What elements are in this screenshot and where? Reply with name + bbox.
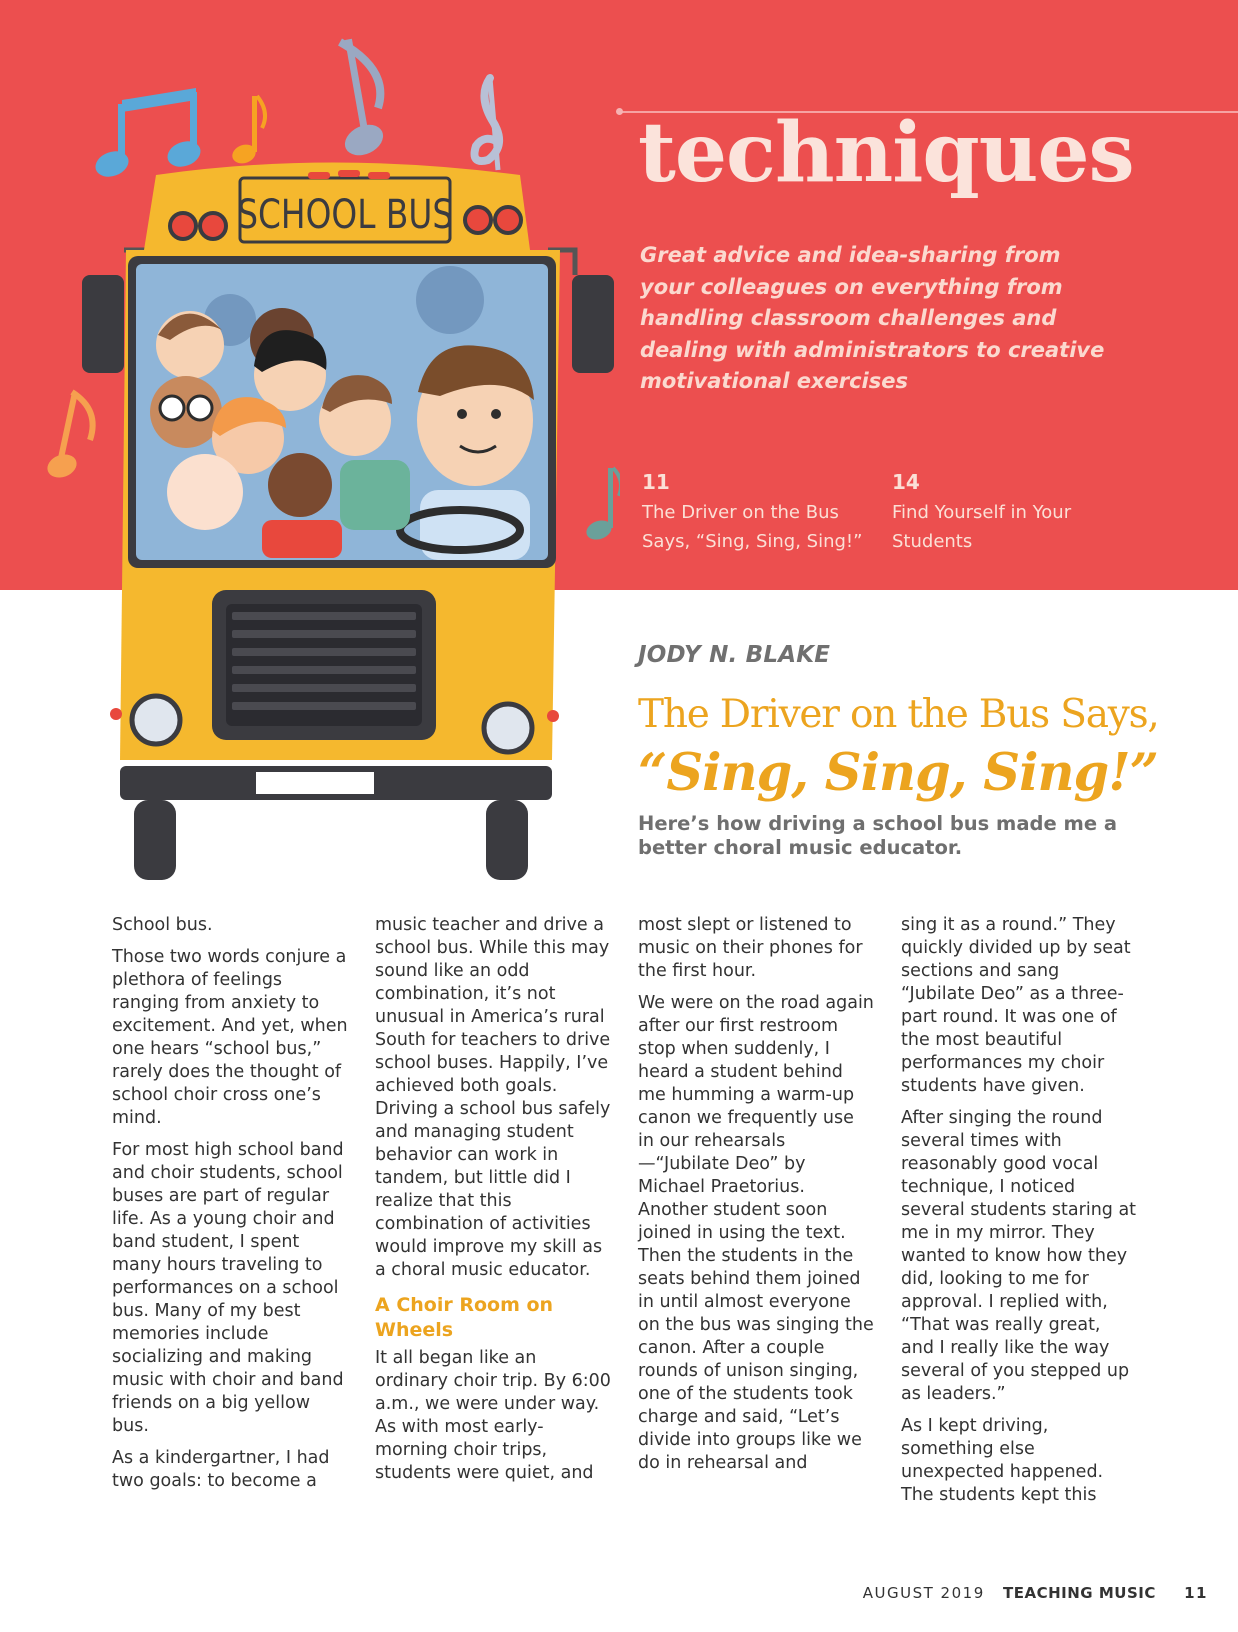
school-bus-icon bbox=[82, 163, 614, 881]
section-title: techniques bbox=[638, 105, 1134, 201]
paragraph: School bus. bbox=[112, 915, 213, 935]
toc-page-number: 11 bbox=[642, 470, 670, 494]
paragraph: We were on the road again after our first restroom stop when suddenly, I heard a student behind me humming a warm-up canon we frequently use in our rehearsals —“Jubilate Deo” by Michael Praetorius. Another student soon joined in using the text. Then the students in the seats behind them joined in until almost everyone on the bus was singing the canon. After a couple rounds of unison singing, one of the students took charge and said, “Let’s divide into groups like we do in rehearsal and bbox=[638, 993, 874, 1473]
treble-clef-icon bbox=[475, 78, 500, 170]
eighth-note-icon bbox=[44, 392, 92, 481]
article-headline bbox=[638, 690, 1238, 806]
eighth-note-icon bbox=[340, 39, 388, 161]
toc-item[interactable] bbox=[642, 470, 872, 556]
paragraph: sing it as a round.” They quickly divided up by seat sections and sang “Jubilate Deo” as a three-part round. It was one of the most beautiful performances my choir students have given. bbox=[901, 915, 1131, 1096]
page-footer bbox=[863, 1584, 1208, 1602]
paragraph: As I kept driving, something else unexpected happened. The students kept this bbox=[901, 1416, 1104, 1505]
article-column-4 bbox=[901, 914, 1137, 1516]
paragraph: It all began like an ordinary choir trip. By 6:00 a.m., we were under way. As with most early-morning choir trips, students were quiet, and bbox=[375, 1348, 611, 1483]
footer-issue: AUGUST 2019 bbox=[862, 1584, 985, 1602]
toc-page-number: 14 bbox=[892, 470, 920, 494]
footer-magazine: TEACHING MUSIC bbox=[1003, 1584, 1156, 1602]
bus-sign-text: SCHOOL BUS bbox=[237, 190, 454, 238]
beamed-notes-icon bbox=[92, 88, 204, 181]
article-column-1 bbox=[112, 914, 348, 1502]
author-byline: JODY N. BLAKE bbox=[638, 642, 831, 668]
eighth-note-icon bbox=[230, 96, 265, 167]
toc-title: The Driver on the Bus Says, “Sing, Sing, Sing!” bbox=[642, 502, 863, 552]
toc-title: Find Yourself in Your Students bbox=[892, 502, 1072, 552]
article-column-2 bbox=[375, 914, 611, 1494]
section-intro: Great advice and idea-sharing from your colleagues on everything from handling classroom challenges and dealing with administrators to creative motivational exercises bbox=[640, 243, 1105, 393]
paragraph: Those two words conjure a plethora of feelings ranging from anxiety to excitement. And yet, when one hears “school bus,” rarely does the thought of school choir cross one’s mind. bbox=[112, 947, 348, 1128]
article-column-3 bbox=[638, 914, 874, 1484]
headline-line-1: The Driver on the Bus Says, bbox=[638, 692, 1159, 737]
paragraph: As a kindergartner, I had two goals: to become a bbox=[112, 1448, 330, 1491]
paragraph: After singing the round several times with reasonably good vocal technique, I noticed several students staring at me in my mirror. They wanted to know how they did, looking to me for approval. I replied with, “That was really great, and I really like the way several of you stepped up as leaders.” bbox=[901, 1108, 1137, 1404]
footer-page-number: 11 bbox=[1184, 1584, 1208, 1602]
section-rule-dot bbox=[616, 108, 623, 115]
paragraph: most slept or listened to music on their phones for the first hour. bbox=[638, 915, 863, 981]
eighth-note-icon bbox=[584, 468, 620, 543]
subhead: A Choir Room on Wheels bbox=[375, 1294, 554, 1341]
toc-item[interactable] bbox=[892, 470, 1122, 556]
headline-line-2: “Sing, Sing, Sing!” bbox=[638, 743, 1158, 803]
paragraph: music teacher and drive a school bus. While this may sound like an odd combination, it’s not unusual in America’s rural South for teachers to drive school buses. Happily, I’ve achieved both goals. Driving a school bus safely and managing student behavior can work in tandem, but little did I realize that this combination of activities would improve my skill as a choral music educator. bbox=[375, 915, 611, 1280]
article-deck: Here’s how driving a school bus made me a better choral music educator. bbox=[638, 812, 1117, 859]
paragraph: For most high school band and choir students, school buses are part of regular life. As a young choir and band student, I spent many hours traveling to performances on a school bus. Many of my best memories include socializing and making music with choir and band friends on a big yellow bus. bbox=[112, 1140, 344, 1436]
school-bus-illustration bbox=[0, 0, 620, 900]
